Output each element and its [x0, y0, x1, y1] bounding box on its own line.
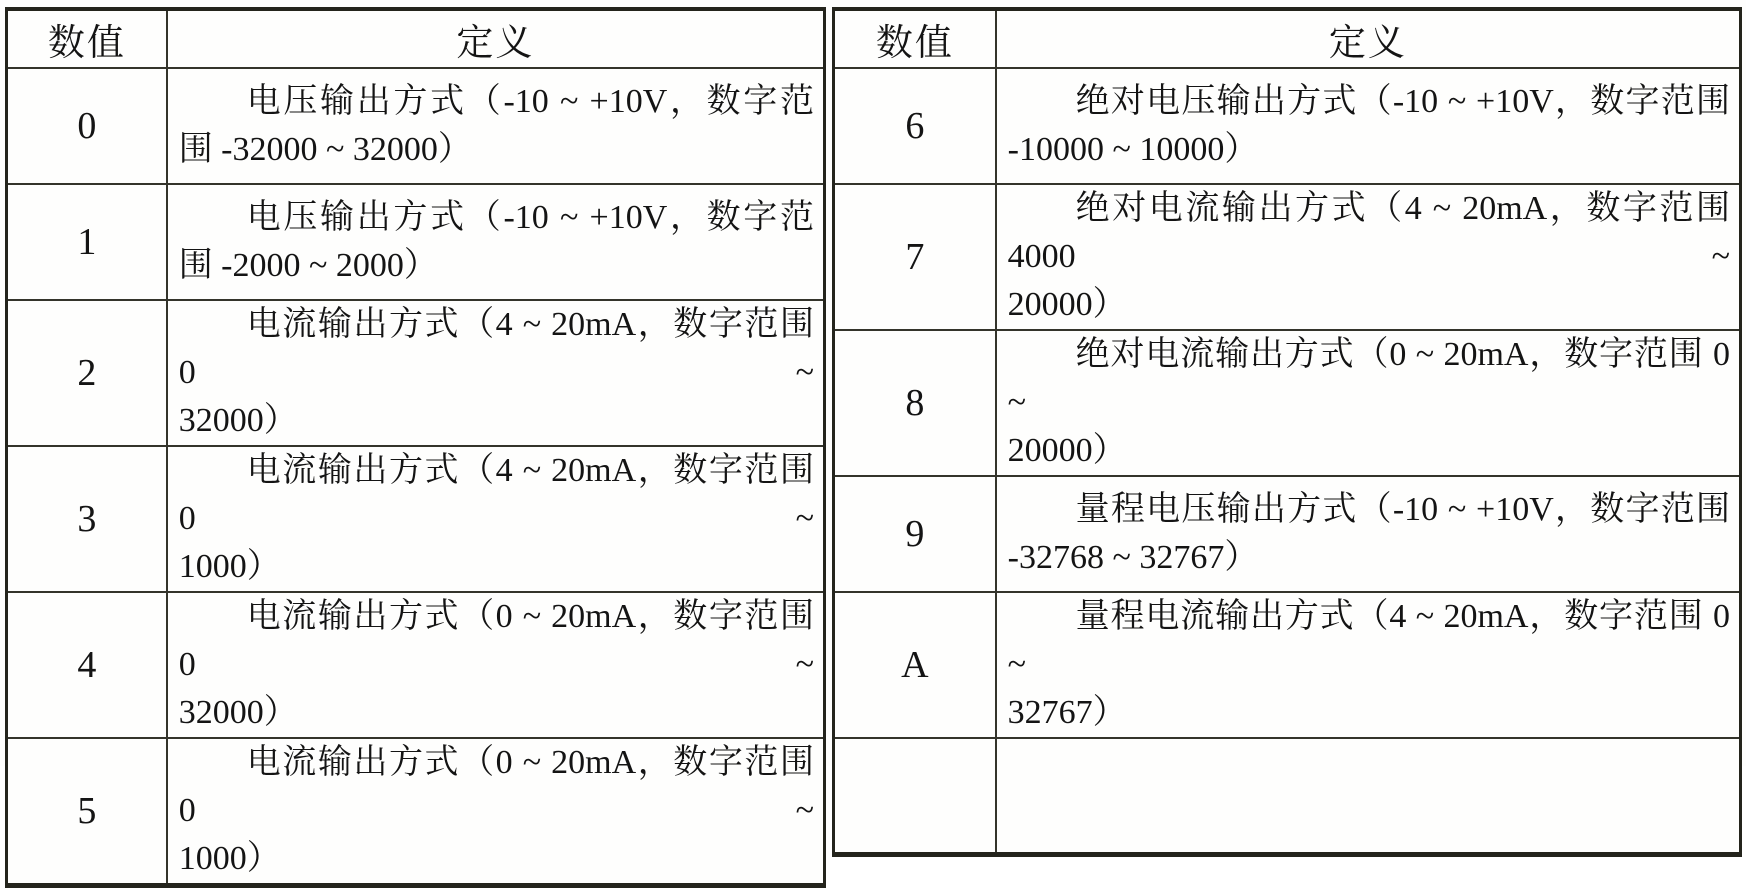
table-row	[7, 184, 825, 300]
definition-cell	[996, 68, 1741, 184]
value-definition-table-right	[832, 7, 1742, 857]
definition-cell	[167, 592, 825, 738]
definition-line-2: 20000）	[1007, 286, 1127, 323]
table-row	[834, 184, 1741, 330]
definition-cell	[167, 446, 825, 592]
value-cell: 9	[834, 476, 996, 592]
definition-line-2: -32768 ~ 32767）	[1007, 539, 1259, 576]
table-row	[7, 446, 825, 592]
definition-line-2: 围 -32000 ~ 32000）	[178, 131, 472, 168]
table-row	[834, 68, 1741, 184]
definition-line-2: 32000）	[178, 694, 298, 731]
table-row-empty	[834, 738, 1741, 854]
header-value: 数值	[834, 9, 996, 68]
definition-line-2: 围 -2000 ~ 2000）	[178, 247, 438, 284]
definition-line-1: 绝对电流输出方式（4 ~ 20mA，数字范围 4000 ~	[1007, 190, 1730, 275]
definition-line-1: 电流输出方式（0 ~ 20mA，数字范围 0 ~	[178, 598, 814, 683]
table-row	[834, 330, 1741, 476]
table-row	[834, 592, 1741, 738]
value-cell: 3	[7, 446, 167, 592]
definition-cell	[996, 738, 1741, 854]
table-row	[7, 592, 825, 738]
table-header-row	[7, 9, 825, 68]
value-cell	[834, 738, 996, 854]
value-cell: 4	[7, 592, 167, 738]
table-row	[7, 300, 825, 446]
definition-line-1: 电压输出方式（-10 ~ +10V，数字范	[246, 199, 814, 236]
header-definition: 定义	[167, 9, 825, 68]
header-value: 数值	[7, 9, 167, 68]
definition-cell	[167, 300, 825, 446]
definition-line-2: 1000）	[178, 840, 281, 877]
definition-line-1: 电流输出方式（4 ~ 20mA，数字范围 0 ~	[178, 306, 814, 391]
definition-line-1: 电流输出方式（0 ~ 20mA，数字范围 0 ~	[178, 744, 814, 829]
definition-cell	[996, 592, 1741, 738]
definition-line-2: -10000 ~ 10000）	[1007, 131, 1259, 168]
definition-line-1: 电流输出方式（4 ~ 20mA，数字范围 0 ~	[178, 452, 814, 537]
definition-line-1: 电压输出方式（-10 ~ +10V，数字范	[246, 83, 814, 120]
definition-cell	[996, 330, 1741, 476]
table-row	[7, 738, 825, 886]
definition-line-2: 20000）	[1007, 432, 1127, 469]
table-row	[7, 68, 825, 184]
definition-line-1: 量程电压输出方式（-10 ~ +10V，数字范围	[1075, 491, 1730, 528]
definition-cell	[167, 184, 825, 300]
definition-line-1: 绝对电流输出方式（0 ~ 20mA，数字范围 0 ~	[1007, 336, 1730, 421]
value-definition-table-left	[5, 7, 826, 888]
value-cell: A	[834, 592, 996, 738]
definition-cell	[996, 476, 1741, 592]
value-cell: 6	[834, 68, 996, 184]
value-cell: 0	[7, 68, 167, 184]
definition-line-2: 32000）	[178, 402, 298, 439]
table-header-row	[834, 9, 1741, 68]
value-cell: 5	[7, 738, 167, 886]
definition-line-1: 量程电流输出方式（4 ~ 20mA，数字范围 0 ~	[1007, 598, 1730, 683]
value-cell: 7	[834, 184, 996, 330]
definition-cell	[167, 68, 825, 184]
value-cell: 2	[7, 300, 167, 446]
definition-cell	[996, 184, 1741, 330]
definition-line-1: 绝对电压输出方式（-10 ~ +10V，数字范围	[1075, 83, 1730, 120]
definition-line-2: 32767）	[1007, 694, 1127, 731]
definition-line-2: 1000）	[178, 548, 281, 585]
value-cell: 8	[834, 330, 996, 476]
value-cell: 1	[7, 184, 167, 300]
table-row	[834, 476, 1741, 592]
header-definition: 定义	[996, 9, 1741, 68]
definition-cell	[167, 738, 825, 886]
